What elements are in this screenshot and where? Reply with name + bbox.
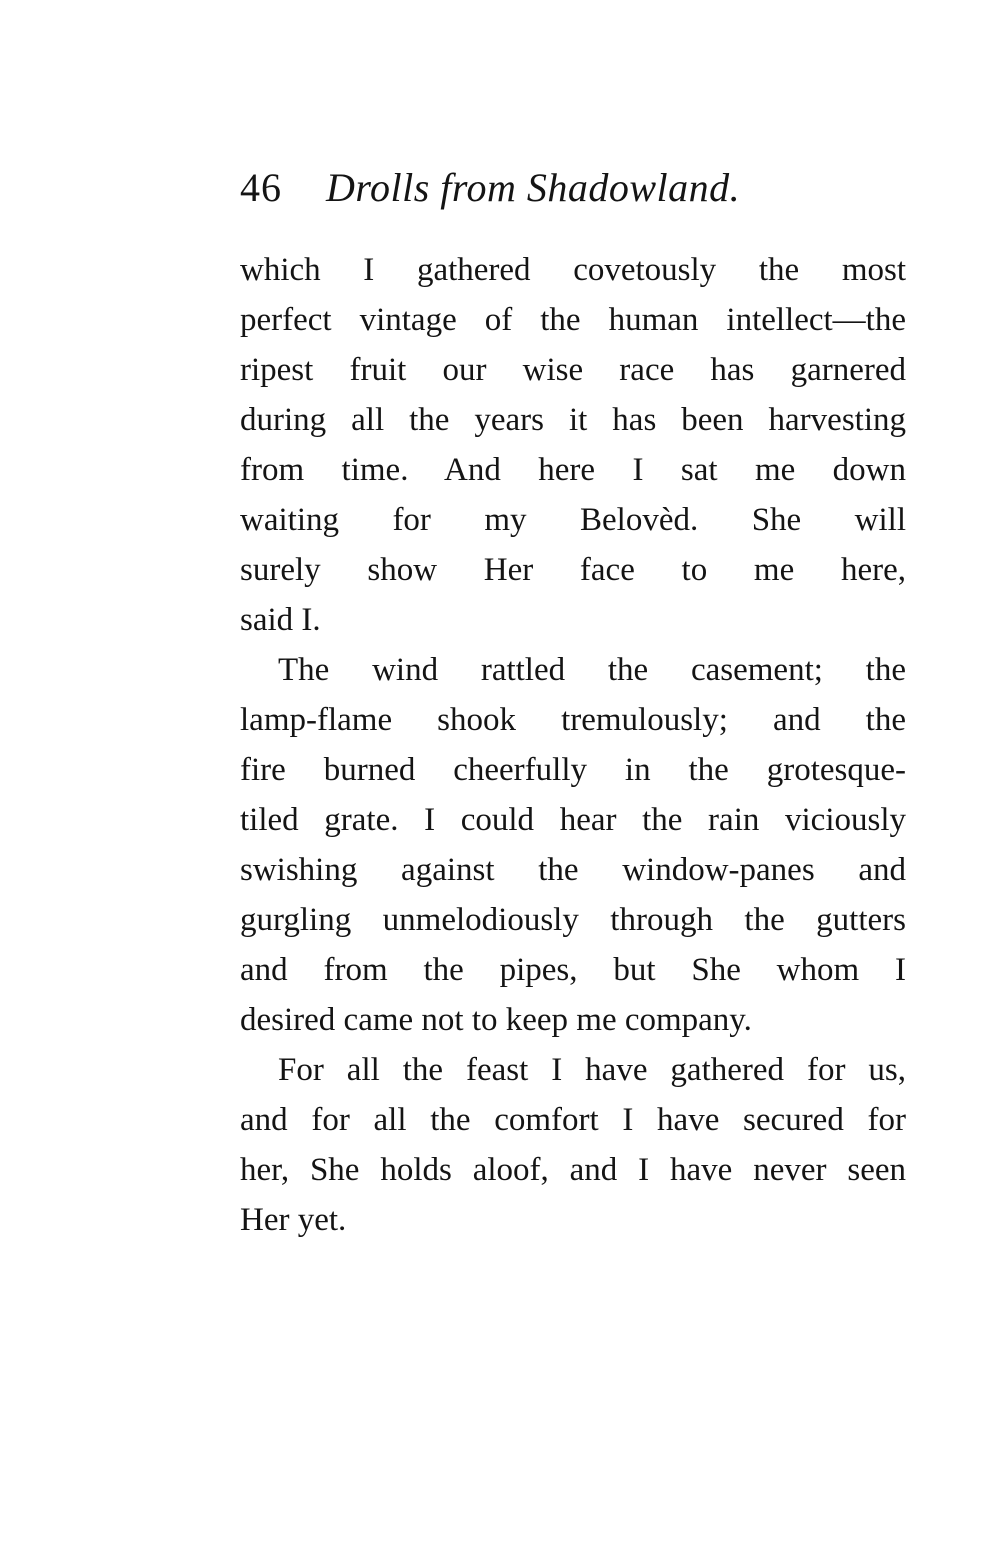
text-line: and from the pipes, but She whom I bbox=[240, 952, 906, 988]
text-line: during all the years it has been harvesting bbox=[240, 402, 906, 438]
text-line: desired came not to keep me company. bbox=[240, 1002, 752, 1038]
paragraph-2 bbox=[240, 645, 906, 1045]
paragraph-3 bbox=[240, 1045, 906, 1245]
book-title: Drolls from Shadowland. bbox=[326, 165, 741, 210]
text-line: The wind rattled the casement; the bbox=[278, 652, 906, 688]
text-line: said I. bbox=[240, 602, 321, 638]
text-line: perfect vintage of the human intellect—the bbox=[240, 302, 906, 338]
text-line: which I gathered covetously the most bbox=[240, 252, 906, 288]
text-line: waiting for my Belovèd. She will bbox=[240, 502, 906, 538]
text-line: ripest fruit our wise race has garnered bbox=[240, 352, 906, 388]
text-line: surely show Her face to me here, bbox=[240, 552, 906, 588]
text-line: her, She holds aloof, and I have never seen bbox=[240, 1152, 906, 1188]
text-line: and for all the comfort I have secured for bbox=[240, 1102, 906, 1138]
text-line: from time. And here I sat me down bbox=[240, 452, 906, 488]
running-head bbox=[240, 160, 900, 216]
text-line: Her yet. bbox=[240, 1202, 347, 1238]
text-line: tiled grate. I could hear the rain viciously bbox=[240, 802, 906, 838]
text-line: lamp-flame shook tremulously; and the bbox=[240, 702, 906, 738]
text-line: gurgling unmelodiously through the gutters bbox=[240, 902, 906, 938]
paragraph-1 bbox=[240, 245, 906, 645]
text-line: swishing against the window-panes and bbox=[240, 852, 906, 888]
body-text bbox=[240, 245, 906, 1245]
text-line: For all the feast I have gathered for us, bbox=[278, 1052, 906, 1088]
page-number: 46 bbox=[240, 165, 282, 210]
text-line: fire burned cheerfully in the grotesque- bbox=[240, 752, 906, 788]
